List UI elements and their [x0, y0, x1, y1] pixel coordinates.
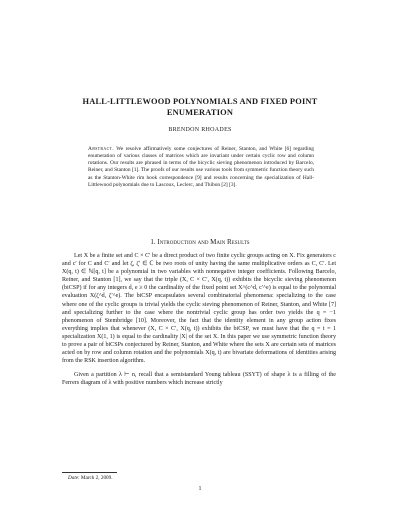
author-name: BRENDON RHOADES [168, 127, 232, 133]
footnote-label: Date [68, 475, 79, 481]
paragraph-1: Let X be a finite set and C × C′ be a direct product of two finite cyclic groups acting on X. Fix generators c and c′ for C and C′ and let ζ, ζ′ ∈ ℂ be two roots of unity having the same multiplicative orders as C, C′. Let X(q, t) ∈ ℕ[q, t] be a polynomial in two variables with nonnegative integer coefficients. Following Barcelo, Reiner, and Stanton [1], we say that the triple (X, C × C′, X(q, t)) exhibits the bicyclic sieving phenomenon (biCSP) if for any integers d, e ≥ 0 the cardinality of the fixed point set X^(c^d, c′^e) is equal to the polynomial evaluation X(ζ^d, ζ′^e). The biCSP encapsulates several combinatorial phenomena: specializing to the case where one of the cyclic groups is trivial yields the cyclic sieving phenomenon of Reiner, Stanton, and White [7] and specializing further to the case where the nontrivial cyclic group has order two yields the q = −1 phenomenon of Stembridge [10]. Moreover, the fact that the identity element in any group action fixes everything implies that whenever (X, C × C′, X(q, t)) exhibits the biCSP, we must have that the q = t = 1 specialization X(1, 1) is equal to the cardinality |X| of the set X. In this paper we use symmetric function theory to prove a pair of biCSPs conjectured by Reiner, Stanton, and White where the sets X are certain sets of matrices acted on by row and column rotation and the polynomials X(q, t) are bivariate deformations of identities arising from the RSK insertion algorithm. [62, 253, 336, 365]
section-heading: 1. Introduction and Main Results [150, 238, 250, 246]
abstract-text: We resolve affirmatively some conjectures of Reiner, Stanton, and White [6] regarding enumeration of various classes of matrices which are invariant under certain cyclic row and column rotations. Our results are phrased in terms of the bicyclic sieving phenomenon introduced by Barcelo, Reiner, and Stanton [1]. The proofs of our results use various tools from symmetric function theory such as the Stanton-White rim hook correspondence [9] and results concerning the specialization of Hall-Littlewood polynomials due to Lascoux, Leclerc, and Thibon [2] [3]. [88, 146, 314, 188]
title-line-1: HALL-LITTLEWOOD POLYNOMIALS AND FIXED POINT [82, 97, 318, 106]
abstract [88, 146, 314, 189]
paragraph-2: Given a partition λ ⊢ n, recall that a semistandard Young tableau (SSYT) of shape λ is a filling of the Ferrers diagram of λ with positive numbers which increase strictly [62, 372, 336, 387]
paper-title [40, 97, 360, 118]
abstract-heading: Abstract. [88, 146, 114, 152]
footnote-text: : March 2, 2009. [78, 475, 113, 481]
footnote-rule [62, 472, 117, 473]
body-text [62, 252, 336, 388]
title-line-2: ENUMERATION [166, 107, 234, 117]
footnote [68, 475, 113, 481]
page-number: 1 [198, 486, 202, 492]
